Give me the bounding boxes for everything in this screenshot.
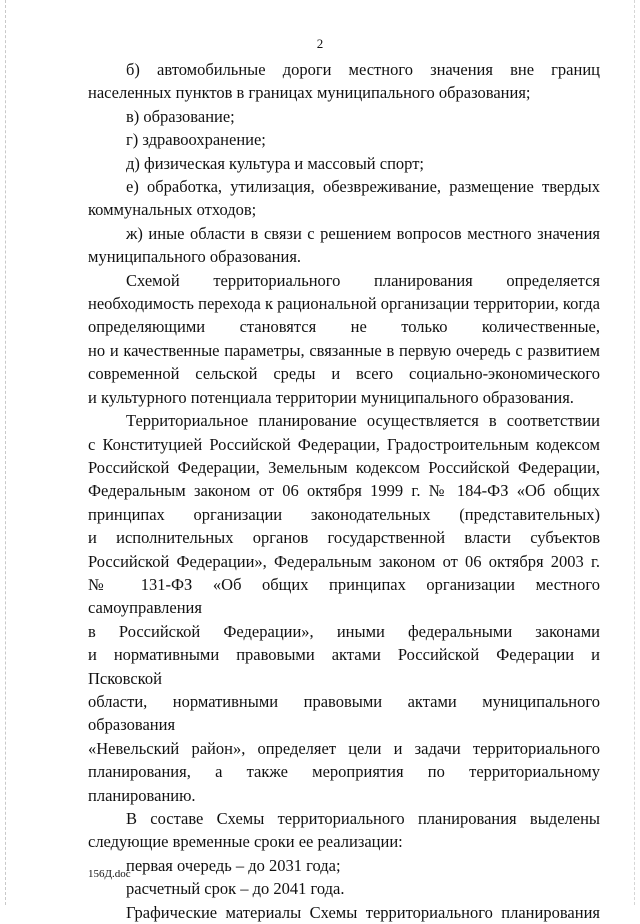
paragraph1-line: определяющими становятся не только количественные, bbox=[88, 317, 600, 337]
list-item-e-line2: коммунальных отходов; bbox=[88, 200, 257, 220]
stage-first: первая очередь – до 2031 года; bbox=[126, 855, 341, 875]
paragraph1-line: современной сельской среды и всего социально-экономического bbox=[88, 364, 600, 384]
paragraph4-line: Графические материалы Схемы территориального планирования bbox=[126, 902, 600, 922]
paragraph2-line: Российской Федерации», Федеральным законом от 06 октября 2003 г. bbox=[88, 551, 600, 571]
paragraph3-line: В составе Схемы территориального планирования выделены bbox=[126, 809, 600, 828]
list-item-e-line1: е) обработка, утилизация, обезвреживание, размещение твердых bbox=[126, 177, 600, 197]
list-item-b-line1: б) автомобильные дороги местного значения вне границ bbox=[126, 60, 600, 79]
list-item-b-line2: населенных пунктов в границах муниципального образования; bbox=[88, 83, 531, 103]
paragraph2-line: планированию. bbox=[88, 785, 196, 805]
paragraph1-line: Схемой территориального планирования определяется bbox=[126, 270, 600, 290]
paragraph1-line: необходимость перехода к рациональной организации территории, когда bbox=[88, 294, 600, 314]
scan-edge-right bbox=[634, 0, 635, 905]
paragraph2-line: Федеральным законом от 06 октября 1999 г. № 184-ФЗ «Об общих bbox=[88, 481, 600, 501]
paragraph1-line: но и качественные параметры, связанные в первую очередь с развитием bbox=[88, 340, 600, 360]
list-item-zh-line1: ж) иные области в связи с решением вопросов местного значения bbox=[126, 223, 600, 243]
list-item-zh-line2: муниципального образования. bbox=[88, 247, 302, 267]
paragraph2-line: с Конституцией Российской Федерации, Градостроительным кодексом bbox=[88, 434, 600, 454]
list-item-v: в) образование; bbox=[126, 106, 235, 126]
list-item-d: д) физическая культура и массовый спорт; bbox=[126, 153, 424, 173]
paragraph2-line: Российской Федерации, Земельным кодексом Российской Федерации, bbox=[88, 457, 600, 477]
paragraph2-line: области, нормативными правовыми актами муниципального образования bbox=[88, 691, 600, 735]
paragraph3-line: следующие временные сроки ее реализации: bbox=[88, 832, 403, 852]
scan-edge-left bbox=[5, 0, 6, 905]
paragraph2-line: «Невельский район», определяет цели и задачи территориального bbox=[88, 738, 600, 758]
paragraph2-line: и исполнительных органов государственной власти субъектов bbox=[88, 528, 600, 548]
page-number: 2 bbox=[316, 36, 324, 51]
list-item-g: г) здравоохранение; bbox=[126, 130, 266, 150]
footer-filename: 156Д.doc bbox=[88, 868, 131, 880]
paragraph2-line: и нормативными правовыми актами Российской Федерации и Псковской bbox=[88, 645, 600, 688]
paragraph2-line: в Российской Федерации», иными федеральными законами bbox=[88, 621, 600, 641]
paragraph2-line: № 131-ФЗ «Об общих принципах организации местного самоуправления bbox=[88, 574, 600, 618]
paragraph2-line: Территориальное планирование осуществляется в соответствии bbox=[126, 411, 600, 431]
paragraph1-line: и культурного потенциала территории муниципального образования. bbox=[88, 387, 574, 407]
paragraph2-line: планирования, а также мероприятия по территориальному bbox=[88, 762, 600, 782]
document-body bbox=[88, 58, 600, 924]
paragraph2-line: принципах организации законодательных (представительных) bbox=[88, 504, 600, 524]
stage-final: расчетный срок – до 2041 года. bbox=[126, 879, 345, 899]
